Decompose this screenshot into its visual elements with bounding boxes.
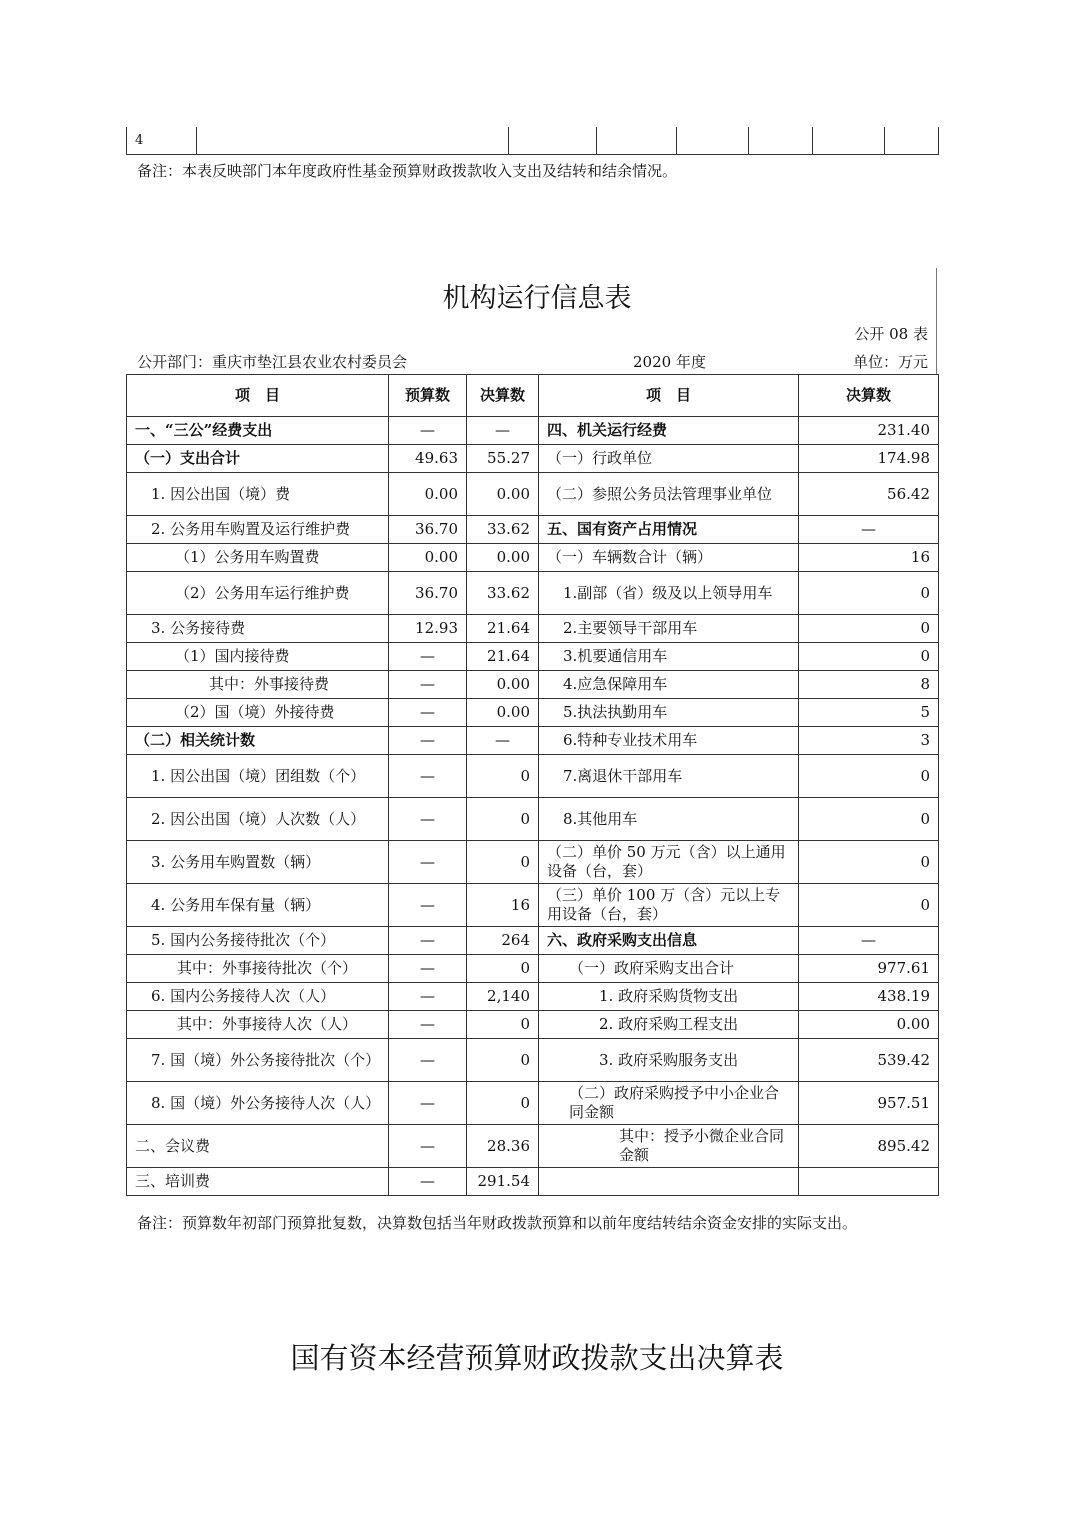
table-row: [127, 127, 939, 155]
table-row: 其中：外事接待批次（个） — 0 （一）政府采购支出合计 977.61: [127, 955, 939, 983]
table-row: 3. 公务接待费 12.93 21.64 2.主要领导干部用车 0: [127, 615, 939, 643]
header-item: 项 目: [127, 375, 389, 417]
table-row: （2）国（境）外接待费 — 0.00 5.执法执勤用车 5: [127, 699, 939, 727]
table-row: （2）公务用车运行维护费 36.70 33.62 1.副部（省）级及以上领导用车 0: [127, 572, 939, 615]
table-row: 2. 公务用车购置及运行维护费 36.70 33.62 五、国有资产占用情况 —: [127, 516, 939, 544]
table-row: （1）公务用车购置费 0.00 0.00 （一）车辆数合计（辆） 16: [127, 544, 939, 572]
table-row: 其中：外事接待费 — 0.00 4.应急保障用车 8: [127, 671, 939, 699]
previous-table-fragment: [126, 127, 939, 155]
year-label: 2020 年度: [633, 353, 706, 371]
table-row: 一、“三公”经费支出 — — 四、机关运行经费 231.40: [127, 417, 939, 445]
header-item-2: 项 目: [539, 375, 799, 417]
table-row: 3. 公务用车购置数（辆） — 0 （二）单价 50 万元（含）以上通用设备（台，套） 0: [127, 841, 939, 884]
table-code: 公开 08 表: [854, 325, 928, 343]
next-section-title: 国有资本经营预算财政拨款支出决算表: [290, 1341, 784, 1375]
table-row: （1）国内接待费 — 21.64 3.机要通信用车 0: [127, 643, 939, 671]
table-row: （二）相关统计数 — — 6.特种专业技术用车 3: [127, 727, 939, 755]
table-row: 8. 国（境）外公务接待人次（人） — 0 （二）政府采购授予中小企业合同金额 957.51: [127, 1082, 939, 1125]
header-final-2: 决算数: [799, 375, 939, 417]
agency-operations-table: [126, 374, 939, 1196]
table-row: 4. 公务用车保有量（辆） — 16 （三）单价 100 万（含）元以上专用设备（台，套） 0: [127, 884, 939, 927]
top-note: 备注：本表反映部门本年度政府性基金预算财政拨款收入支出及结转和结余情况。: [137, 162, 678, 180]
department-label: 公开部门：重庆市垫江县农业农村委员会: [137, 353, 408, 371]
unit-label: 单位：万元: [852, 353, 928, 371]
page-title: 机构运行信息表: [442, 283, 632, 314]
header-final: 决算数: [467, 375, 539, 417]
table-header-row: [127, 375, 939, 417]
bottom-note: 备注：预算数年初部门预算批复数，决算数包括当年财政拨款预算和以前年度结转结余资金安排的实际支出。: [137, 1214, 858, 1232]
header-budget: 预算数: [389, 375, 467, 417]
row-number: 4: [127, 127, 197, 155]
table-row: 1. 因公出国（境）费 0.00 0.00 （二）参照公务员法管理事业单位 56.42: [127, 473, 939, 516]
table-row: 其中：外事接待人次（人） — 0 2. 政府采购工程支出 0.00: [127, 1011, 939, 1039]
table-row: 2. 因公出国（境）人次数（人） — 0 8.其他用车 0: [127, 798, 939, 841]
table-row: 二、会议费 — 28.36 其中：授予小微企业合同金额 895.42: [127, 1125, 939, 1168]
table-row: 5. 国内公务接待批次（个） — 264 六、政府采购支出信息 —: [127, 927, 939, 955]
table-row: 三、培训费 — 291.54: [127, 1168, 939, 1196]
table-row: 6. 国内公务接待人次（人） — 2,140 1. 政府采购货物支出 438.19: [127, 983, 939, 1011]
table-row: 1. 因公出国（境）团组数（个） — 0 7.离退休干部用车 0: [127, 755, 939, 798]
table-row: 7. 国（境）外公务接待批次（个） — 0 3. 政府采购服务支出 539.42: [127, 1039, 939, 1082]
table-row: （一）支出合计 49.63 55.27 （一）行政单位 174.98: [127, 445, 939, 473]
